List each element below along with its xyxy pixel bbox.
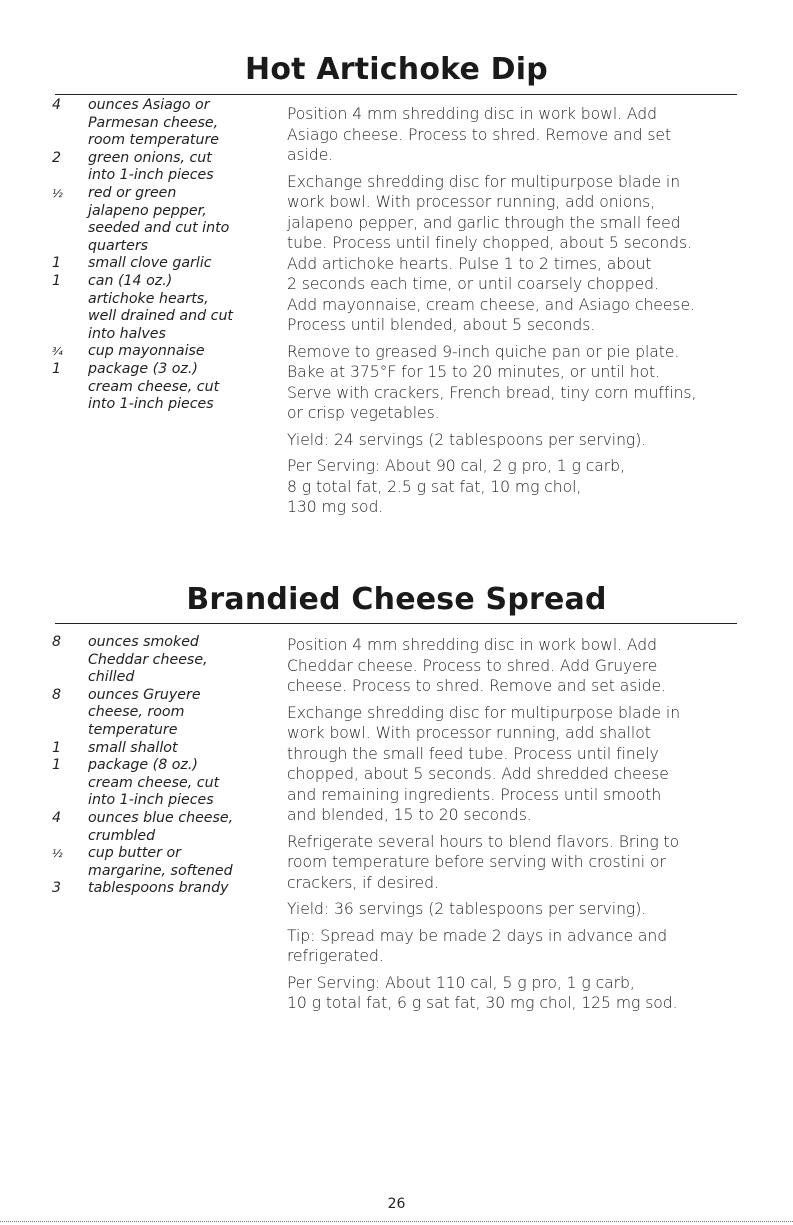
ingredient-qty: 8 <box>52 634 62 650</box>
recipe-title: Brandied Cheese Spread <box>186 582 607 617</box>
ingredient-qty: 4 <box>52 97 62 113</box>
ingredient-qty: 1 <box>52 757 62 774</box>
ingredient-item <box>52 687 274 740</box>
ingredient-qty: ½ <box>52 186 63 200</box>
ingredient-item <box>52 97 274 150</box>
ingredient-item <box>52 361 274 414</box>
ingredient-item <box>52 255 274 273</box>
ingredient-item <box>52 273 274 343</box>
method-text <box>287 104 757 518</box>
ingredient-text: package (3 oz.) cream cheese, cut into 1-inch pieces <box>88 360 220 413</box>
ingredient-text: package (8 oz.) cream cheese, cut into 1-inch pieces <box>88 757 220 809</box>
recipe-title: Hot Artichoke Dip <box>245 52 548 87</box>
ingredient-item <box>52 845 274 880</box>
ingredient-item <box>52 810 274 845</box>
ingredient-text: cup butter or margarine, softened <box>88 845 233 879</box>
ingredient-qty: 8 <box>52 686 62 703</box>
ingredient-text: red or green jalapeno pepper, seeded and cut into quarters <box>88 184 230 254</box>
ingredient-text: green onions, cut into 1-inch pieces <box>88 149 214 184</box>
nutrition-text: Per Serving: About 90 cal, 2 g pro, 1 g carb, 8 g total fat, 2.5 g sat fat, 10 mg chol, 130 mg sod. <box>287 457 625 516</box>
nutrition-text: Per Serving: About 110 cal, 5 g pro, 1 g carb, 10 g total fat, 6 g sat fat, 30 mg chol, 125 mg sod. <box>287 973 678 1012</box>
ingredient-qty: 4 <box>52 809 62 826</box>
ingredient-qty: 1 <box>52 360 62 377</box>
ingredient-text: ounces smoked Cheddar cheese, chilled <box>88 634 208 686</box>
ingredient-text: tablespoons brandy <box>88 880 229 897</box>
yield-text: Yield: 36 servings (2 tablespoons per serving). <box>287 900 647 918</box>
ingredient-qty: 1 <box>52 255 62 272</box>
method-text <box>287 635 757 1014</box>
ingredient-text: ounces Asiago or Parmesan cheese, room temperature <box>88 97 220 149</box>
ingredient-text: small clove garlic <box>88 255 212 272</box>
ingredient-text: ounces Gruyere cheese, room temperature <box>88 686 201 738</box>
ingredient-text: small shallot <box>88 739 178 756</box>
ingredient-item <box>52 150 274 185</box>
ingredient-text: cup mayonnaise <box>88 343 205 360</box>
ingredient-qty: 1 <box>52 272 62 289</box>
method-paragraph: Position 4 mm shredding disc in work bowl. Add Asiago cheese. Process to shred. Remove and set aside. <box>287 105 672 164</box>
method-paragraph: Refrigerate several hours to blend flavors. Bring to room temperature before serving with crostini or crackers, if desired. <box>287 832 680 892</box>
title-rule <box>55 623 737 624</box>
yield-text: Yield: 24 servings (2 tablespoons per serving). <box>287 430 647 449</box>
ingredient-item <box>52 757 274 810</box>
ingredient-item <box>52 343 274 361</box>
ingredient-item <box>52 634 274 687</box>
ingredient-list <box>52 634 274 898</box>
ingredient-qty: 1 <box>52 739 62 756</box>
ingredient-list <box>52 97 274 414</box>
ingredient-text: ounces blue cheese, crumbled <box>88 809 234 844</box>
page-number: 26 <box>387 1196 406 1212</box>
method-paragraph: Position 4 mm shredding disc in work bowl. Add Cheddar cheese. Process to shred. Add Gruyere cheese. Process to shred. Remove and set aside. <box>287 636 666 695</box>
ingredient-item <box>52 740 274 758</box>
ingredient-item <box>52 185 274 255</box>
method-paragraph: Exchange shredding disc for multipurpose blade in work bowl. With processor running, add onions, jalapeno pepper, and garlic through the small feed tube. Process until finely chopped, about 5 seconds. Add artichoke hearts. Pulse 1 to 2 times, about 2 seconds each time, or until coarsely chopped. Add mayonnaise, cream cheese, and Asiago cheese. Process until blended, about 5 seconds. <box>287 172 695 334</box>
ingredient-item <box>52 880 274 898</box>
method-paragraph: Exchange shredding disc for multipurpose blade in work bowl. With processor running, add shallot through the small feed tube. Process until finely chopped, about 5 seconds. Add shredded cheese and remaining ingredients. Process until smooth and blended, 15 to 20 seconds. <box>287 703 681 824</box>
ingredient-qty: 3 <box>52 880 62 897</box>
title-rule <box>55 94 737 95</box>
bottom-border <box>0 1221 793 1222</box>
ingredient-text: can (14 oz.) artichoke hearts, well drained and cut into halves <box>88 272 233 342</box>
ingredient-qty: ½ <box>52 847 63 861</box>
ingredient-qty: ¾ <box>52 345 63 359</box>
ingredient-qty: 2 <box>52 149 62 166</box>
method-paragraph: Remove to greased 9-inch quiche pan or pie plate. Bake at 375°F for 15 to 20 minutes, or until hot. Serve with crackers, French bread, tiny corn muffins, or crisp vegetables. <box>287 342 697 422</box>
tip-text: Tip: Spread may be made 2 days in advance and refrigerated. <box>287 926 668 965</box>
